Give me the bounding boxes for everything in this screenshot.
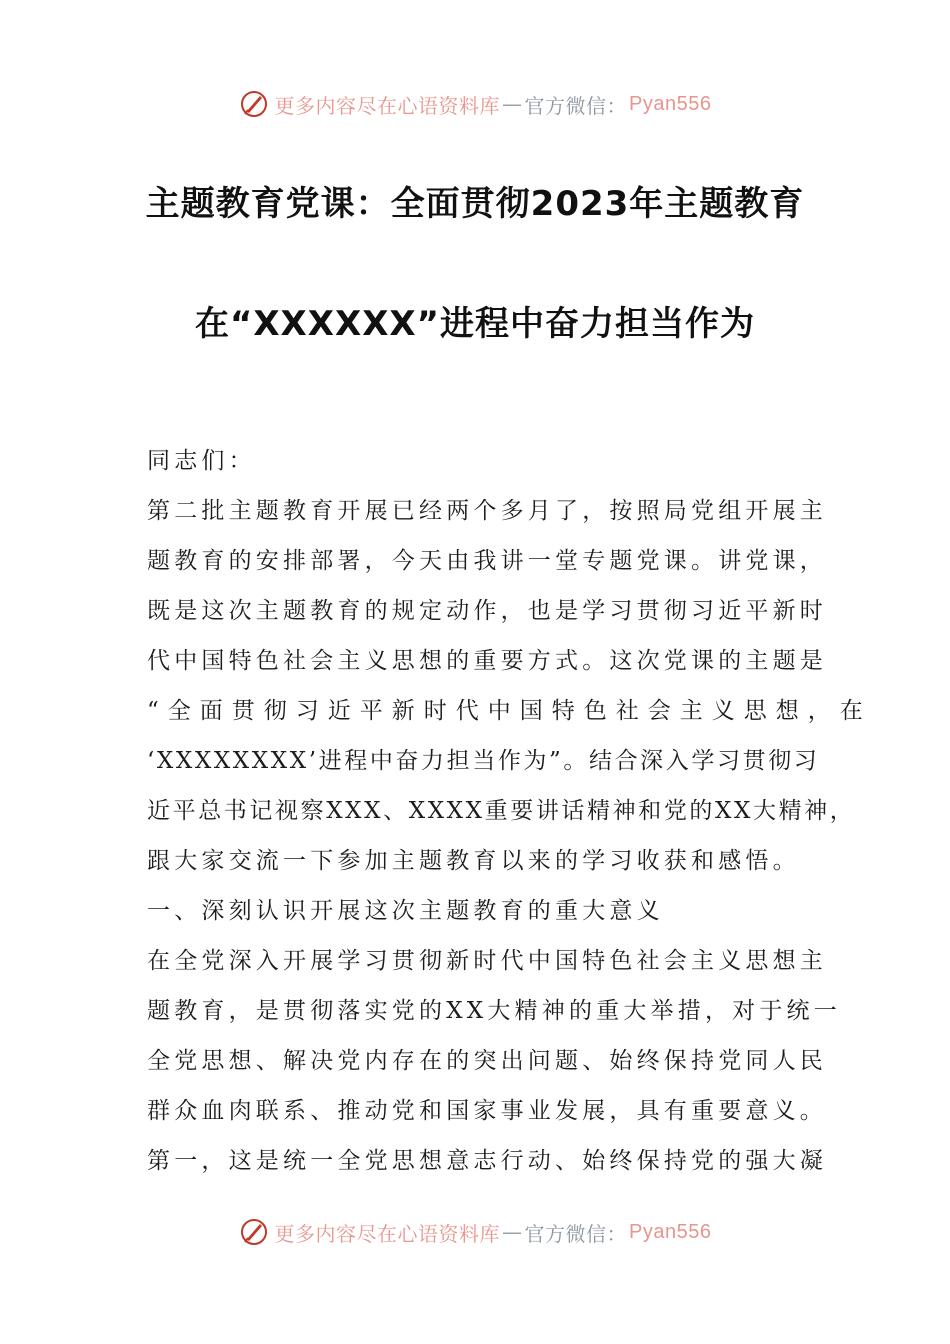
banner-site-name: 更多内容尽在心语资料库 [274, 1221, 501, 1246]
banner-dash: — [502, 1220, 523, 1244]
body-line: 题教育的安排部署，今天由我讲一堂专题党课。讲党课， [147, 548, 827, 574]
body-line: 第二批主题教育开展已经两个多月了，按照局党组开展主 [147, 498, 827, 524]
document-title-line-1: 主题教育党课：全面贯彻2023年主题教育 [145, 184, 805, 224]
header-banner [0, 84, 950, 124]
footer-banner [0, 1212, 950, 1252]
quill-logo-icon [239, 1217, 269, 1247]
body-line: 代中国特色社会主义思想的重要方式。这次党课的主题是 [147, 648, 827, 674]
body-line: 题教育，是贯彻落实党的XX大精神的重大举措，对于统一 [147, 998, 841, 1024]
banner-wechat-id: Pyan556 [629, 92, 712, 115]
body-line: ‘XXXXXXXX’进程中奋力担当作为”。结合深入学习贯彻习 [147, 748, 820, 774]
banner-text [275, 90, 712, 119]
banner-text [275, 1218, 712, 1247]
body-line: 既是这次主题教育的规定动作，也是学习贯彻习近平新时 [147, 598, 827, 624]
banner-official-label: 官方微信： [524, 1221, 628, 1246]
body-line: 第一，这是统一全党思想意志行动、始终保持党的强大凝 [147, 1148, 827, 1174]
banner-official-label: 官方微信： [524, 93, 628, 118]
banner-wechat-id: Pyan556 [629, 1220, 712, 1243]
body-line: 在全党深入开展学习贯彻新时代中国特色社会主义思想主 [147, 948, 827, 974]
body-line: 群众血肉联系、推动党和国家事业发展，具有重要意义。 [147, 1098, 827, 1124]
body-line: “全面贯彻习近平新时代中国特色社会主义思想，在 [147, 698, 872, 724]
banner-site-name: 更多内容尽在心语资料库 [274, 93, 501, 118]
banner-dash: — [502, 92, 523, 116]
document-title-line-2: 在“XXXXXX”进程中奋力担当作为 [195, 304, 755, 344]
body-line: 同志们： [147, 448, 256, 474]
document-body [147, 436, 872, 1186]
body-line: 近平总书记视察XXX、XXXX重要讲话精神和党的XX大精神， [147, 798, 856, 824]
quill-logo-icon [239, 89, 269, 119]
body-line: 全党思想、解决党内存在的突出问题、始终保持党同人民 [147, 1048, 827, 1074]
body-line: 跟大家交流一下参加主题教育以来的学习收获和感悟。 [147, 848, 800, 874]
section-heading: 一、深刻认识开展这次主题教育的重大意义 [147, 898, 664, 924]
